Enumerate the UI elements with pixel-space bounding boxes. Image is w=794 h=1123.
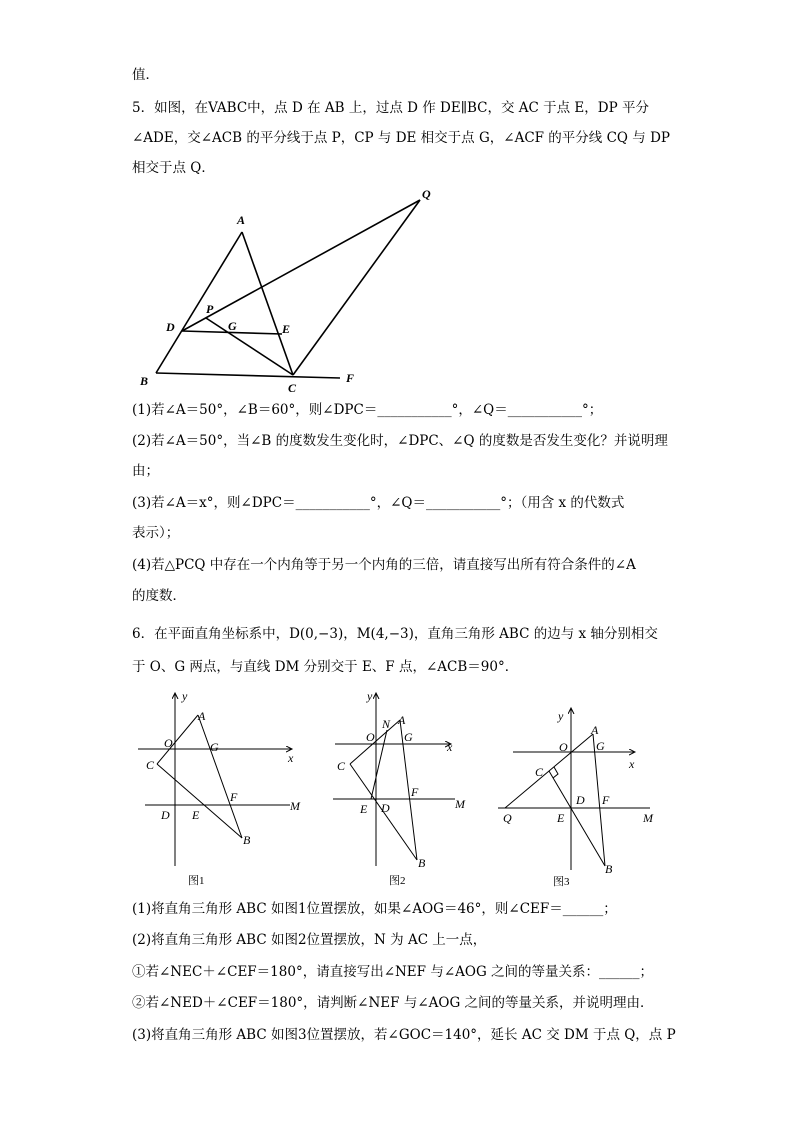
question-5-2-line-2: 由； [132, 463, 159, 479]
label-G: G [596, 739, 605, 753]
figure-6-3 [495, 700, 665, 893]
segment-BF [156, 373, 340, 378]
question-6-2: (2)将直角三角形 ABC 如图2位置摆放，N 为 AC 上一点， [132, 932, 487, 948]
label-C: C [288, 381, 297, 395]
label-P: P [206, 302, 214, 316]
label-D: D [381, 801, 390, 815]
question-6-2-part-2: ②若∠NED＋∠CEF＝180°，请判断∠NEF 与∠AOG 之间的等量关系，并说明理由． [132, 995, 654, 1011]
problem-5-line-2: ∠ADE，交∠ACB 的平分线于点 P，CP 与 DE 相交于点 G，∠ACF 的平分线 CQ 与 DP [132, 130, 670, 146]
label-N: N [382, 717, 391, 731]
segment-DQ [182, 200, 420, 331]
label-D: D [166, 320, 175, 334]
segment-AC [350, 720, 400, 764]
label-C: C [146, 758, 155, 772]
figure-6-1 [130, 688, 310, 893]
label-M: M [643, 811, 653, 825]
question-6-1: (1)将直角三角形 ABC 如图1位置摆放，如果∠AOG＝46°，则∠CEF＝______； [132, 901, 617, 917]
label-B: B [243, 833, 251, 847]
label-C: C [337, 759, 346, 773]
label-D: D [161, 808, 170, 822]
label-E: E [282, 322, 291, 336]
caption-figure-2: 图2 [389, 875, 406, 887]
segment-AB [156, 232, 242, 373]
question-5-3-line-1: (3)若∠A＝x°，则∠DPC＝___________°，∠Q＝___________°；（用含 x 的代数式 [132, 495, 625, 511]
label-G: G [210, 740, 219, 754]
segment-AB [198, 715, 242, 838]
label-F: F [602, 793, 610, 807]
problem-6-line-1: 6．在平面直角坐标系中，D(0,−3)，M(4,−3)，直角三角形 ABC 的边与 x 轴分别相交 [132, 626, 658, 642]
segment-AC [242, 232, 293, 375]
problem-5-line-3: 相交于点 Q． [132, 160, 215, 176]
question-5-4-line-1: (4)若△PCQ 中存在一个内角等于另一个内角的三倍，请直接写出所有符合条件的∠A [132, 557, 636, 573]
label-B: B [418, 856, 426, 870]
segment-CQ [293, 200, 420, 375]
label-Q: Q [422, 187, 431, 201]
label-F: F [346, 371, 355, 385]
label-M: M [290, 799, 300, 813]
caption-figure-3: 图3 [553, 876, 570, 888]
label-O: O [164, 736, 173, 750]
label-O: O [559, 740, 568, 754]
caption-figure-1: 图1 [188, 875, 205, 887]
problem-5-line-1: 5．如图，在VABC中，点 D 在 AB 上，过点 D 作 DE∥BC，交 AC 于点 E，DP 平分 [132, 100, 649, 116]
label-E: E [557, 811, 565, 825]
question-5-4-line-2: 的度数． [132, 588, 186, 604]
question-5-3-line-2: 表示）； [132, 525, 180, 541]
label-x: x [629, 757, 635, 771]
label-A: A [237, 213, 246, 227]
label-B: B [140, 374, 149, 388]
label-A: A [398, 713, 406, 727]
label-B: B [605, 862, 613, 876]
right-angle-mark [553, 767, 558, 778]
label-E: E [192, 808, 200, 822]
label-x: x [447, 740, 453, 754]
label-M: M [455, 797, 465, 811]
figure-problem-5 [130, 180, 450, 395]
question-6-2-part-1: ①若∠NEC＋∠CEF＝180°，请直接写出∠NEF 与∠AOG 之间的等量关系：______； [132, 964, 654, 980]
figure-6-2 [325, 688, 475, 893]
label-D: D [576, 793, 585, 807]
label-F: F [411, 785, 419, 799]
question-6-3: (3)将直角三角形 ABC 如图3位置摆放，若∠GOC＝140°，延长 AC 交 DM 于点 Q，点 P [132, 1027, 676, 1043]
label-y: y [367, 689, 373, 703]
label-A: A [198, 709, 206, 723]
question-5-2-line-1: (2)若∠A＝50°，当∠B 的度数发生变化时，∠DPC、∠Q 的度数是否发生变化？并说明理 [132, 433, 668, 449]
label-F: F [230, 790, 238, 804]
label-G: G [404, 730, 413, 744]
label-y: y [182, 689, 188, 703]
segment-PC [206, 318, 293, 375]
label-O: O [366, 730, 375, 744]
label-E: E [360, 802, 368, 816]
label-A: A [591, 723, 599, 737]
label-Q: Q [503, 811, 512, 825]
problem-6-line-2: 于 O、G 两点，与直线 DM 分别交于 E、F 点，∠ACB＝90°． [132, 659, 519, 675]
label-y: y [558, 709, 564, 723]
label-G: G [228, 319, 237, 333]
text-line: 值． [132, 67, 159, 83]
question-5-1: (1)若∠A＝50°，∠B＝60°，则∠DPC＝___________°，∠Q＝___________°； [132, 402, 603, 418]
label-C: C [535, 765, 544, 779]
label-x: x [288, 751, 294, 765]
